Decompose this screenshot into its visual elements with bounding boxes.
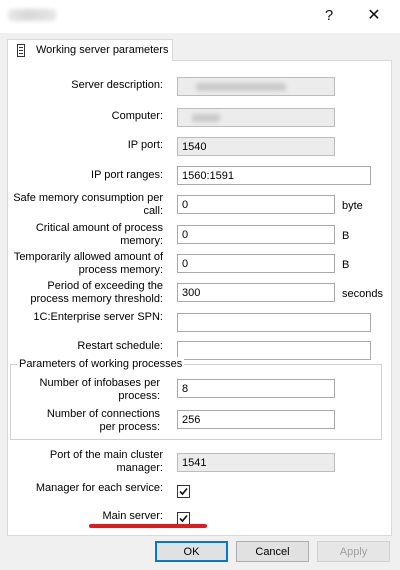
main-port-label-line2: manager: xyxy=(116,462,163,474)
period-exceeding-label-line1: Period of exceeding the xyxy=(47,280,163,292)
server-description-field xyxy=(177,77,335,96)
connections-label-line1: Number of connections xyxy=(46,408,160,420)
server-description-label: Server description: xyxy=(71,79,163,91)
apply-button[interactable]: Apply xyxy=(317,541,390,562)
checkmark-icon xyxy=(178,486,189,497)
main-port-label-line1: Port of the main cluster xyxy=(49,449,163,461)
ok-button[interactable]: OK xyxy=(155,541,228,562)
title-bar xyxy=(0,0,400,33)
redacted-text xyxy=(196,83,286,91)
period-exceeding-unit: seconds xyxy=(342,288,383,300)
temp-memory-label-line1: Temporarily allowed amount of xyxy=(13,251,163,263)
document-icon xyxy=(17,44,25,57)
help-button[interactable]: ? xyxy=(324,7,334,24)
redacted-text xyxy=(192,114,220,122)
critical-memory-unit: B xyxy=(342,230,350,242)
ip-port-label: IP port: xyxy=(127,139,163,151)
tab-working-server-parameters[interactable] xyxy=(7,39,173,61)
main-server-label: Main server: xyxy=(102,510,163,522)
safe-memory-label-line1: Safe memory consumption per xyxy=(13,192,163,204)
main-port-label xyxy=(20,449,163,475)
period-exceeding-label-line2: process memory threshold: xyxy=(30,293,163,305)
restart-schedule-label: Restart schedule: xyxy=(77,340,163,352)
infobases-label-line1: Number of infobases per xyxy=(39,377,160,389)
window-title-blurred xyxy=(8,9,56,21)
temp-memory-label xyxy=(6,251,163,277)
safe-memory-label-line2: call: xyxy=(143,205,163,217)
period-exceeding-label xyxy=(10,280,163,306)
connections-label-line2: per process: xyxy=(99,421,160,433)
critical-memory-input[interactable]: 0 xyxy=(177,225,335,244)
manager-each-service-checkbox[interactable] xyxy=(177,485,190,498)
group-title: Parameters of working processes xyxy=(19,358,183,370)
ip-port-field: 1540 xyxy=(177,137,335,156)
critical-memory-label-line1: Critical amount of process xyxy=(35,222,163,234)
highlight-underline xyxy=(89,524,207,528)
period-exceeding-input[interactable]: 300 xyxy=(177,283,335,302)
spn-label: 1C:Enterprise server SPN: xyxy=(33,311,163,323)
temp-memory-input[interactable]: 0 xyxy=(177,254,335,273)
temp-memory-unit: B xyxy=(342,259,350,271)
checkmark-icon xyxy=(178,513,189,524)
ip-port-ranges-input[interactable]: 1560:1591 xyxy=(177,166,371,185)
close-button[interactable]: ✕ xyxy=(367,7,381,24)
safe-memory-label xyxy=(10,192,163,218)
infobases-input[interactable]: 8 xyxy=(177,379,335,398)
temp-memory-label-line2: process memory: xyxy=(78,264,163,276)
critical-memory-label xyxy=(10,222,163,248)
ip-port-ranges-label: IP port ranges: xyxy=(91,169,163,181)
cancel-button[interactable]: Cancel xyxy=(236,541,309,562)
computer-label: Computer: xyxy=(111,110,163,122)
computer-field xyxy=(177,108,335,127)
manager-each-service-label: Manager for each service: xyxy=(35,482,163,494)
safe-memory-input[interactable]: 0 xyxy=(177,195,335,214)
restart-schedule-input[interactable] xyxy=(177,341,371,360)
tab-label: Working server parameters xyxy=(36,44,169,56)
infobases-label xyxy=(20,377,160,403)
spn-input[interactable] xyxy=(177,313,371,332)
connections-input[interactable]: 256 xyxy=(177,410,335,429)
connections-label xyxy=(20,408,160,434)
main-port-field: 1541 xyxy=(177,453,335,472)
infobases-label-line2: process: xyxy=(118,390,160,402)
safe-memory-unit: byte xyxy=(342,200,363,212)
critical-memory-label-line2: memory: xyxy=(120,235,163,247)
